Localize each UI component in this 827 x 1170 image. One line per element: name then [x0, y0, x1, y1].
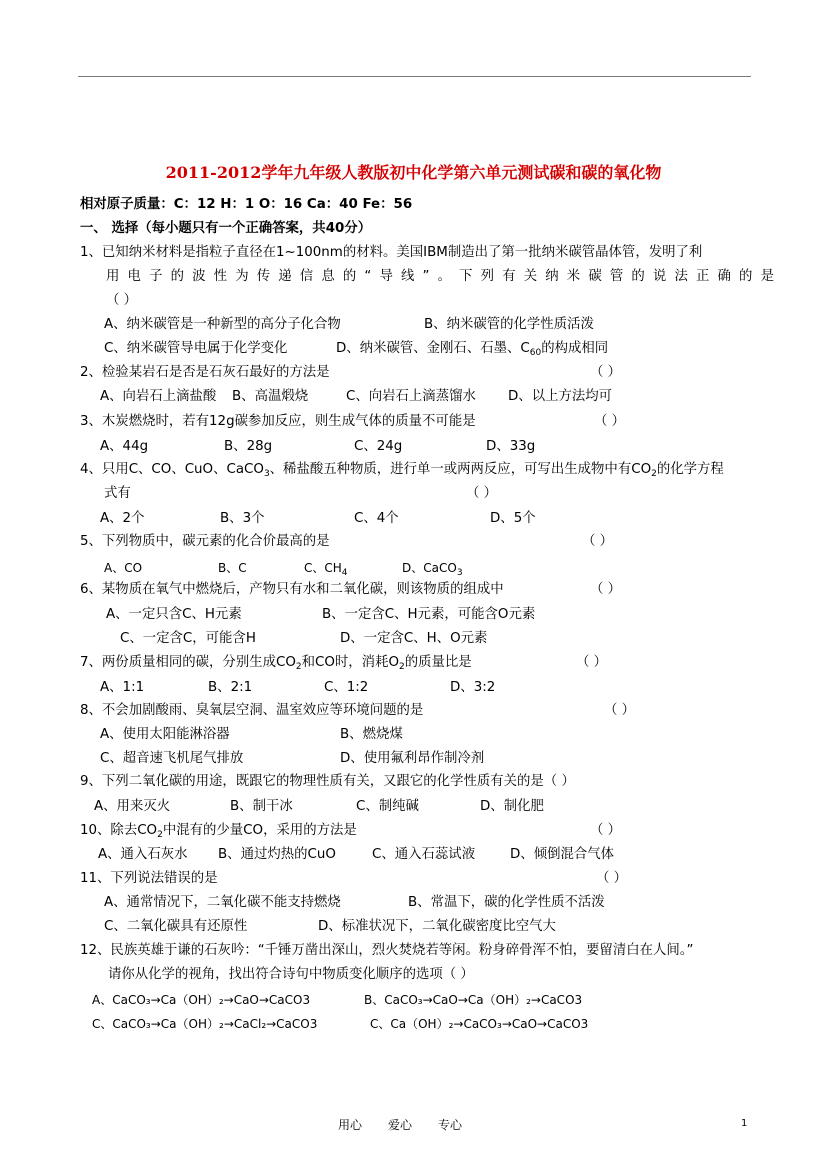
- q1-line2-char: 列: [480, 269, 495, 284]
- footer-text-2: 爱心: [388, 1118, 413, 1132]
- q7-option-c: C、1:2: [324, 680, 369, 695]
- q10-option-d: D、倾倒混合气体: [510, 847, 615, 862]
- q12-option-c: C、CaCO₃→Ca（OH）₂→CaCl₂→CaCO3: [92, 1017, 318, 1031]
- q1-line2-char: 正: [695, 269, 710, 284]
- q9-option-b: B、制干冰: [230, 799, 293, 814]
- q3-answer-paren: （ ）: [594, 414, 626, 429]
- q3-option-a: A、44g: [100, 439, 149, 454]
- q1-line2-char: 子: [149, 269, 163, 284]
- q1-line2-char: 为: [235, 269, 249, 284]
- q1-stem-line2: [106, 268, 774, 286]
- q1-line2-char: 碳: [588, 269, 602, 284]
- q8-option-d: D、使用氟利昂作制冷剂: [340, 751, 485, 766]
- q1-line2-char: 波: [192, 269, 206, 284]
- q5-option-b: B、C: [218, 561, 247, 575]
- q6-option-a: A、一定只含C、H元素: [106, 607, 242, 622]
- q11-option-c: C、二氧化碳具有还原性: [104, 919, 248, 934]
- q10-option-b: B、通过灼热的CuO: [218, 847, 336, 862]
- q5-option-a: A、CO: [104, 561, 143, 575]
- q1-line2-char: ”: [422, 269, 430, 284]
- q1-line2-char: 信: [299, 269, 314, 284]
- q8-option-c: C、超音速飞机尾气排放: [100, 751, 244, 766]
- q11-stem: 11、下列说法错误的是: [80, 871, 218, 886]
- q1-answer-paren: （ ）: [106, 293, 138, 308]
- q1-line2-char: 息: [321, 269, 335, 284]
- q2-option-c: C、向岩石上滴蒸馏水: [346, 389, 476, 404]
- q7-option-b: B、2:1: [208, 680, 253, 695]
- page-number: 1: [741, 1118, 748, 1129]
- q2-option-d: D、以上方法均可: [508, 389, 613, 404]
- q1-line2-char: 确: [717, 269, 731, 284]
- q1-line2-char: 管: [609, 269, 624, 284]
- q6-stem: 6、某物质在氧气中燃烧后，产物只有水和二氧化碳，则该物质的组成中: [80, 582, 504, 597]
- q10-option-a: A、通入石灰水: [98, 847, 188, 862]
- q1-line2-char: 用: [106, 269, 120, 284]
- document-title: 2011-2012学年九年级人教版初中化学第六单元测试碳和碳的氧化物: [165, 163, 662, 182]
- q1-option-d: D、纳米碳管、金刚石、石墨、$C_{60}$的构成相同: [336, 341, 609, 358]
- q12-stem: 12、民族英雄于谦的石灰吟：“千锤万凿出深山，烈火焚烧若等闲。粉身碎骨浑不怕，要留清白在人间。”: [80, 943, 694, 958]
- q1-option-a: A、纳米碳管是一种新型的高分子化合物: [104, 317, 341, 332]
- q7-answer-paren: （ ）: [576, 655, 608, 670]
- q12-option-a: A、CaCO₃→Ca（OH）₂→CaO→CaCO3: [92, 993, 311, 1007]
- q11-option-b: B、常温下，碳的化学性质不活泼: [408, 895, 605, 910]
- atomic-mass-line: 相对原子质量：C：12 H：1 O：16 Ca：40 Fe：56: [80, 197, 413, 212]
- q12-option-d: C、Ca（OH）₂→CaCO₃→CaO→CaCO3: [370, 1017, 589, 1031]
- q4-option-c: C、4个: [354, 511, 399, 526]
- q7-option-a: A、1:1: [100, 680, 145, 695]
- footer-text-3: 专心: [438, 1118, 463, 1132]
- q11-option-d: D、标准状况下，二氧化碳密度比空气大: [318, 919, 556, 934]
- q5-answer-paren: （ ）: [582, 534, 614, 549]
- q1-line2-char: 米: [566, 269, 581, 284]
- q6-option-c: C、一定含C，可能含H: [120, 631, 256, 646]
- q7-option-d: D、3:2: [450, 680, 496, 695]
- q9-stem: 9、下列二氧化碳的用途，既跟它的物理性质有关，又跟它的化学性质有关的是（ ）: [80, 774, 575, 789]
- q5-option-c: C、$CH_4$: [304, 561, 348, 578]
- q1-option-b: B、纳米碳管的化学性质活泼: [424, 317, 594, 332]
- q10-stem: 10、除去$CO_2$中混有的少量CO，采用的方法是: [80, 823, 357, 840]
- q1-line2-char: 传: [256, 269, 271, 284]
- q3-option-c: C、24g: [354, 439, 403, 454]
- q8-stem: 8、不会加剧酸雨、臭氧层空洞、温室效应等环境问题的是: [80, 703, 424, 718]
- section-heading: 一、 选择（每小题只有一个正确答案，共40分）: [80, 221, 372, 236]
- q3-option-b: B、28g: [224, 439, 273, 454]
- q1-line2-char: 的: [170, 269, 184, 284]
- q8-option-a: A、使用太阳能淋浴器: [100, 727, 230, 742]
- q5-option-d: D、CaCO$_3$: [402, 561, 463, 578]
- q10-option-c: C、通入石蕊试液: [372, 847, 476, 862]
- footer-text-1: 用心: [338, 1118, 363, 1132]
- q2-answer-paren: （ ）: [590, 365, 622, 380]
- q3-stem: 3、木炭燃烧时，若有12g碳参加反应，则生成气体的质量不可能是: [80, 414, 476, 429]
- q3-option-d: D、33g: [486, 439, 536, 454]
- q4-option-a: A、2个: [100, 511, 145, 526]
- q9-option-c: C、制纯碱: [356, 799, 419, 814]
- q1-line2-char: 关: [523, 269, 538, 284]
- q6-option-b: B、一定含C、H元素，可能含O元素: [322, 607, 536, 622]
- q1-line2-char: 递: [278, 269, 292, 284]
- q1-line2-char: 是: [760, 269, 774, 284]
- q1-line2-char: 。: [437, 269, 451, 284]
- q7-stem: 7、两份质量相同的碳，分别生成$CO_2$和CO时，消耗$O_2$的质量比是: [80, 655, 472, 672]
- q6-answer-paren: （ ）: [590, 582, 622, 597]
- q1-line2-char: 纳: [545, 269, 559, 284]
- q4-stem-line1: 4、只用C、CO、CuO、CaCO$_3$、稀盐酸五种物质，进行单一或两两反应，可写出生成物中有$CO_2$的化学方程: [80, 462, 724, 479]
- q4-answer-paren: （ ）: [466, 486, 498, 501]
- q4-option-b: B、3个: [220, 511, 265, 526]
- q11-option-a: A、通常情况下，二氧化碳不能支持燃烧: [104, 895, 341, 910]
- q9-option-d: D、制化肥: [480, 799, 544, 814]
- q10-answer-paren: （ ）: [590, 823, 622, 838]
- q5-stem: 5、下列物质中，碳元素的化合价最高的是: [80, 534, 330, 549]
- q1-line2-char: 有: [502, 269, 516, 284]
- q12-stem-line2: 请你从化学的视角，找出符合诗句中物质变化顺序的选项（ ）: [108, 967, 474, 982]
- q1-line2-char: 的: [342, 269, 357, 284]
- q1-line2-char: 的: [631, 269, 645, 284]
- q1-line2-char: 性: [213, 269, 228, 284]
- q4-option-d: D、5个: [490, 511, 536, 526]
- q9-option-a: A、用来灭火: [94, 799, 171, 814]
- q8-option-b: B、燃烧煤: [340, 727, 403, 742]
- q1-line2-char: 下: [459, 269, 473, 284]
- q1-stem-line1: 1、已知纳米材料是指粒子直径在1~100nm的材料。美国IBM制造出了第一批纳米碳管晶体管，发明了利: [80, 245, 703, 260]
- q1-line2-char: “: [364, 269, 372, 284]
- header-rule: [78, 76, 751, 77]
- q8-answer-paren: （ ）: [604, 703, 636, 718]
- q6-option-d: D、一定含C、H、O元素: [340, 631, 488, 646]
- q1-line2-char: 线: [400, 269, 415, 284]
- q1-line2-char: 导: [379, 269, 393, 284]
- q1-line2-char: 法: [674, 269, 688, 284]
- q2-option-b: B、高温煅烧: [232, 389, 309, 404]
- q1-line2-char: 电: [127, 269, 141, 284]
- q1-line2-char: 说: [652, 269, 667, 284]
- q1-line2-char: 的: [739, 269, 753, 284]
- q2-option-a: A、向岩石上滴盐酸: [100, 389, 217, 404]
- q1-option-c: C、纳米碳管导电属于化学变化: [104, 341, 288, 356]
- q11-answer-paren: （ ）: [596, 871, 628, 886]
- q2-stem: 2、检验某岩石是否是石灰石最好的方法是: [80, 365, 330, 380]
- q12-option-b: B、CaCO₃→CaO→Ca（OH）₂→CaCO3: [364, 993, 583, 1007]
- q4-stem-line2: 式有: [104, 486, 131, 501]
